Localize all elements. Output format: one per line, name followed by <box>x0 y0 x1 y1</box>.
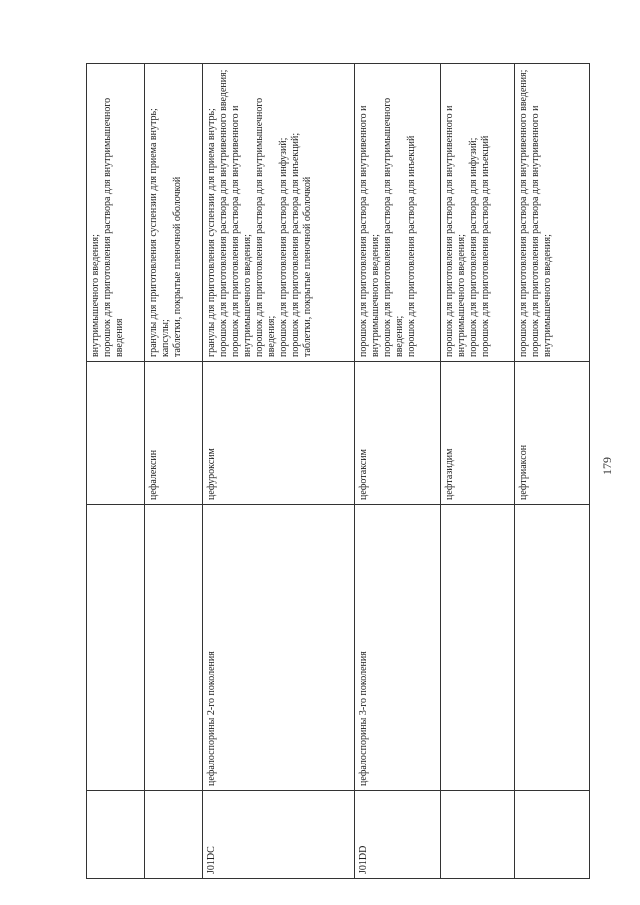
table-row <box>515 64 590 879</box>
forms-cell <box>87 64 145 362</box>
drug-cell <box>87 362 145 505</box>
forms-cell <box>203 64 355 362</box>
dosage-form: гранулы для приготовления суспензии для приема внутрь; <box>148 108 159 357</box>
group-cell <box>441 505 515 791</box>
drug-table <box>86 63 590 879</box>
dosage-form: внутримышечного введения; <box>90 234 101 357</box>
drug-cell: цефотаксим <box>355 362 441 505</box>
dosage-form: порошок для приготовления раствора для внутривенного и внутримышечного введения; <box>444 105 467 357</box>
dosage-form: таблетки, покрытые пленочной оболочкой <box>172 176 183 357</box>
dosage-form: порошок для приготовления раствора для инъекций <box>480 135 491 357</box>
dosage-form: порошок для приготовления раствора для инфузий; <box>468 137 479 357</box>
dosage-form: порошок для приготовления раствора для внутривенного введения; <box>518 69 529 357</box>
dosage-form: порошок для приготовления раствора для внутримышечного введения; <box>382 97 405 357</box>
drug-cell: цефтриаксон <box>515 362 590 505</box>
table-row <box>145 64 203 879</box>
drug-cell: цефтазидим <box>441 362 515 505</box>
dosage-form: порошок для приготовления раствора для внутривенного и внутримышечного введения; <box>358 105 381 357</box>
table-row <box>441 64 515 879</box>
dosage-form: порошок для приготовления раствора для инъекций <box>406 135 417 357</box>
group-cell: цефалоспорины 3-го поколения <box>355 505 441 791</box>
dosage-form: капсулы; <box>160 319 171 357</box>
atc-code-cell: J01DD <box>355 791 441 879</box>
forms-cell <box>355 64 441 362</box>
dosage-form: порошок для приготовления раствора для внутривенного и внутримышечного введения; <box>530 105 553 357</box>
group-cell <box>145 505 203 791</box>
drug-cell: цефуроксим <box>203 362 355 505</box>
forms-cell <box>515 64 590 362</box>
dosage-form: порошок для приготовления раствора для внутримышечного введения <box>102 97 125 357</box>
atc-code-cell: J01DC <box>203 791 355 879</box>
rotated-table-wrapper <box>86 64 589 879</box>
dosage-form: порошок для приготовления раствора для внутримышечного введения; <box>254 97 277 357</box>
group-cell: цефалоспорины 2-го поколения <box>203 505 355 791</box>
drug-cell: цефалексин <box>145 362 203 505</box>
atc-code-cell <box>515 791 590 879</box>
page-number <box>600 455 620 495</box>
page-number-text: 179 <box>600 457 614 475</box>
dosage-form: таблетки, покрытые пленочной оболочкой <box>302 176 313 357</box>
table-row <box>87 64 145 879</box>
dosage-form: гранулы для приготовления суспензии для приема внутрь; <box>206 108 217 357</box>
forms-cell <box>145 64 203 362</box>
atc-code-cell <box>87 791 145 879</box>
table-row <box>355 64 441 879</box>
group-cell <box>87 505 145 791</box>
group-cell <box>515 505 590 791</box>
dosage-form: порошок для приготовления раствора для инъекций; <box>290 132 301 357</box>
atc-code-cell <box>145 791 203 879</box>
dosage-form: порошок для приготовления раствора для внутривенного введения; <box>218 69 229 357</box>
table-row <box>203 64 355 879</box>
atc-code-cell <box>441 791 515 879</box>
forms-cell <box>441 64 515 362</box>
dosage-form: порошок для приготовления раствора для инфузий; <box>278 137 289 357</box>
dosage-form: порошок для приготовления раствора для внутривенного и внутримышечного введения; <box>230 105 253 357</box>
